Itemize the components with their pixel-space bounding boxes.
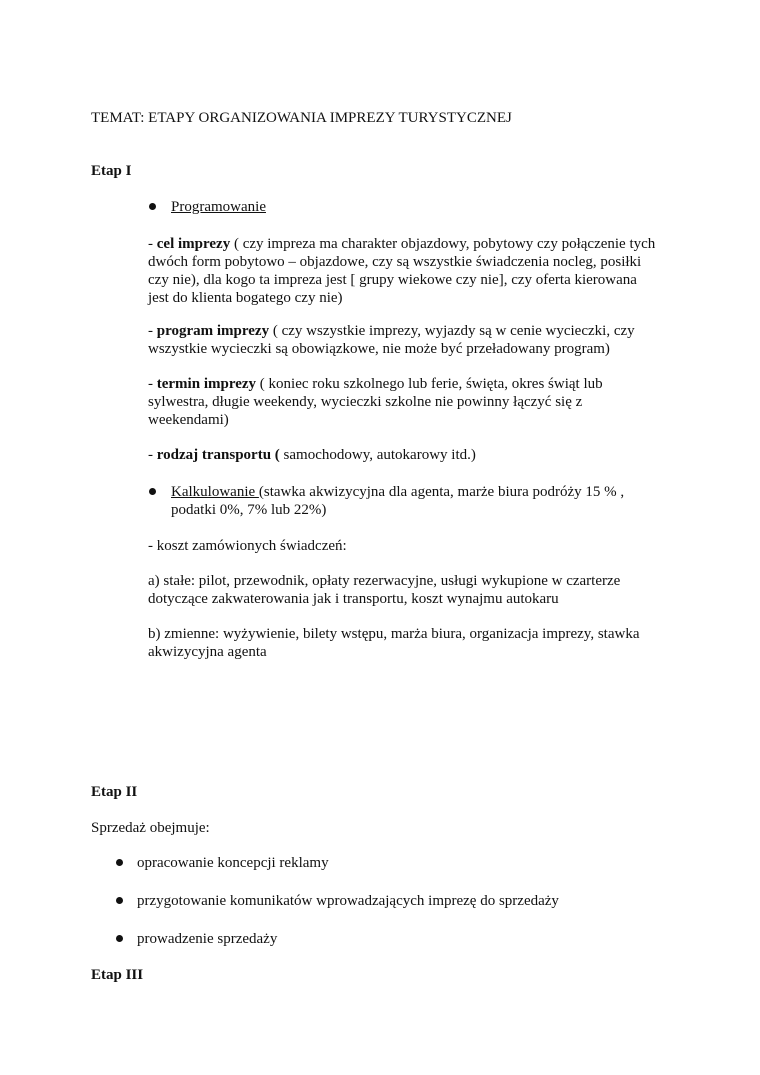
sales-bullet-item: prowadzenie sprzedaży: [137, 931, 278, 947]
bullet-icon: [149, 203, 156, 210]
bullet-icon: [116, 935, 123, 942]
calculation-text: podatki 0%, 7% lub 22%): [171, 502, 327, 518]
sales-intro: Sprzedaż obejmuje:: [91, 820, 210, 836]
item-term: cel imprezy: [156, 236, 231, 252]
item-text-line: dwóch form pobytowo – objazdowe, czy są wszystkie świadczenia nocleg, posiłki: [148, 254, 642, 270]
item-dash: -: [148, 376, 157, 392]
item-term: rodzaj transportu (: [156, 447, 280, 463]
item-termin-imprezy: [148, 375, 673, 429]
item-text-line: weekendami): [148, 412, 229, 428]
item-text-line: wszystkie wycieczki są obowiązkowe, nie może być przeładowany program): [148, 341, 610, 357]
item-dash: -: [148, 447, 157, 463]
stage-2-heading: Etap II: [91, 784, 138, 800]
fixed-costs: [148, 572, 673, 608]
fixed-costs-line: a) stałe: pilot, przewodnik, opłaty rezerwacyjne, usługi wykupione w czarterze: [148, 573, 621, 589]
item-cel-imprezy: [148, 235, 673, 307]
item-text-line: ( czy wszystkie imprezy, wyjazdy są w cenie wycieczki, czy: [269, 323, 635, 339]
calculation-label: Kalkulowanie: [171, 484, 259, 500]
bullet-icon: [116, 897, 123, 904]
bullet-icon: [149, 488, 156, 495]
variable-costs-line: b) zmienne: wyżywienie, bilety wstępu, marża biura, organizacja imprezy, stawka: [148, 626, 640, 642]
item-rodzaj-transportu: [148, 446, 673, 464]
item-term: termin imprezy: [156, 376, 257, 392]
variable-costs-line: akwizycyjna agenta: [148, 644, 267, 660]
item-text-line: ( koniec roku szkolnego lub ferie, święta, okres świąt lub: [256, 376, 603, 392]
bullet-icon: [116, 859, 123, 866]
item-text-line: ( czy impreza ma charakter objazdowy, pobytowy czy połączenie tych: [230, 236, 656, 252]
item-term: program imprezy: [156, 323, 270, 339]
item-text-line: jest do klienta bogatego czy nie): [148, 290, 343, 306]
sales-bullet-item: opracowanie koncepcji reklamy: [137, 855, 329, 871]
stage-1-heading: Etap I: [91, 163, 132, 179]
item-text-line: sylwestra, długie weekendy, wycieczki szkolne nie powinny łączyć się z: [148, 394, 583, 410]
fixed-costs-line: dotyczące zakwaterowania jak i transportu, koszt wynajmu autokaru: [148, 591, 559, 607]
programming-label: Programowanie: [171, 199, 266, 215]
document-title: TEMAT: ETAPY ORGANIZOWANIA IMPREZY TURYSTYCZNEJ: [91, 110, 512, 126]
item-text-line: samochodowy, autokarowy itd.): [279, 447, 476, 463]
cost-heading: - koszt zamówionych świadczeń:: [148, 538, 347, 554]
calculation-block: [171, 483, 671, 519]
item-text-line: czy nie), dla kogo ta impreza jest [ grupy wiekowe czy nie], czy oferta kierowana: [148, 272, 637, 288]
sales-bullet-item: przygotowanie komunikatów wprowadzających imprezę do sprzedaży: [137, 893, 559, 909]
item-dash: -: [148, 236, 157, 252]
item-program-imprezy: [148, 322, 673, 358]
variable-costs: [148, 625, 673, 661]
calculation-text: (stawka akwizycyjna dla agenta, marże biura podróży 15 % ,: [258, 484, 625, 500]
item-dash: -: [148, 323, 157, 339]
stage-3-heading: Etap III: [91, 967, 144, 983]
